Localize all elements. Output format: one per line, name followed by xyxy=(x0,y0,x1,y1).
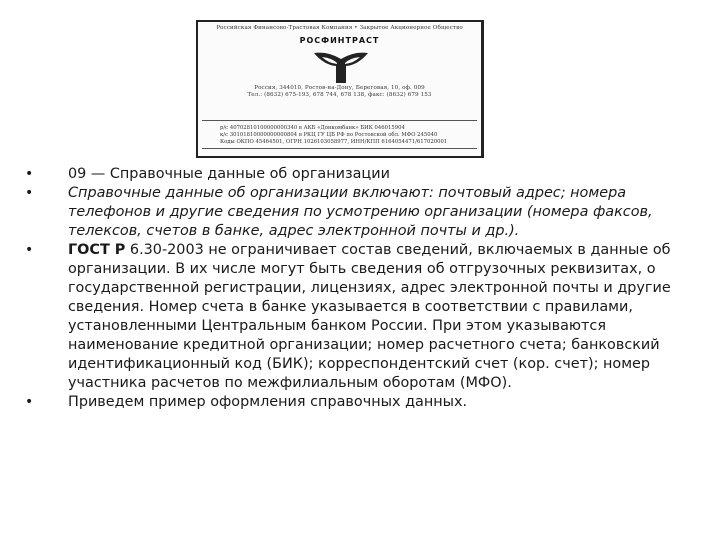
letterhead-divider xyxy=(202,120,477,121)
list-item xyxy=(22,165,702,184)
list-item xyxy=(22,241,702,393)
letterhead-brand: РОСФИНТРАСТ xyxy=(299,36,380,45)
gost-reference: ГОСТ Р xyxy=(68,242,126,258)
letterhead-divider-bottom xyxy=(202,148,477,149)
letterhead-header: Российская Финансово-Трастовая Компания • Закрытое Акционерное Общество xyxy=(216,25,463,31)
list-item xyxy=(22,393,702,412)
company-logo-icon xyxy=(308,49,374,85)
list-item xyxy=(22,184,702,241)
letterhead-bank-line-2: к/с 30101810000000000804 в РКЦ ГУ ЦБ РФ по Ростовской обл. МФО 245040 xyxy=(220,132,438,138)
letterhead-scan-image xyxy=(196,20,484,158)
letterhead-phones: Тел.: (8632) 675-193, 678 744, 678 138, факс: (8632) 679 153 xyxy=(247,92,432,98)
list-item-text: Справочные данные об организации включают: почтовый адрес; номера телефонов и другие сведения по усмотрению организации (номера факсов, телексов, счетов в банке, адрес электронной почты и др.). xyxy=(68,185,653,239)
letterhead-bank-line-3: Коды ОКПО 45464501, ОГРН 1026103058977, ИНН/КПП 6164054471/617020001 xyxy=(220,139,448,145)
list-item-text: 09 — Справочные данные об организации xyxy=(68,166,390,182)
bullet-list xyxy=(22,165,702,412)
list-item-text: Приведем пример оформления справочных данных. xyxy=(68,394,468,410)
bullet-marker: • xyxy=(25,394,34,410)
bullet-marker: • xyxy=(25,166,34,182)
list-item-text xyxy=(68,241,702,393)
letterhead-address: Россия, 344010, Ростов-на-Дону, Береговая, 10, оф. 009 xyxy=(254,85,425,91)
list-item-text-rest: 6.30-2003 не ограничивает состав сведений, включаемых в данные об организации. В их числе могут быть сведения об отгрузочных реквизитах, о государственной регистрации, лицензиях, адрес электронной почты и другие сведения. Номер счета в банке указывается в соответствии с правилами, установленными Центральным банком России. При этом указываются наименование кредитной организации; номер расчетного счета; банковский идентификационный код (БИК); корреспондентский счет (кор. счет); номер участника расчетов по межфилиальным оборотам (МФО). xyxy=(68,242,671,391)
bullet-marker: • xyxy=(25,185,34,201)
letterhead-bank-line-1: р/с 40702810100000000340 в АКБ «Донкомбанк» БИК 046015904 xyxy=(220,125,405,131)
bullet-marker: • xyxy=(25,242,34,258)
